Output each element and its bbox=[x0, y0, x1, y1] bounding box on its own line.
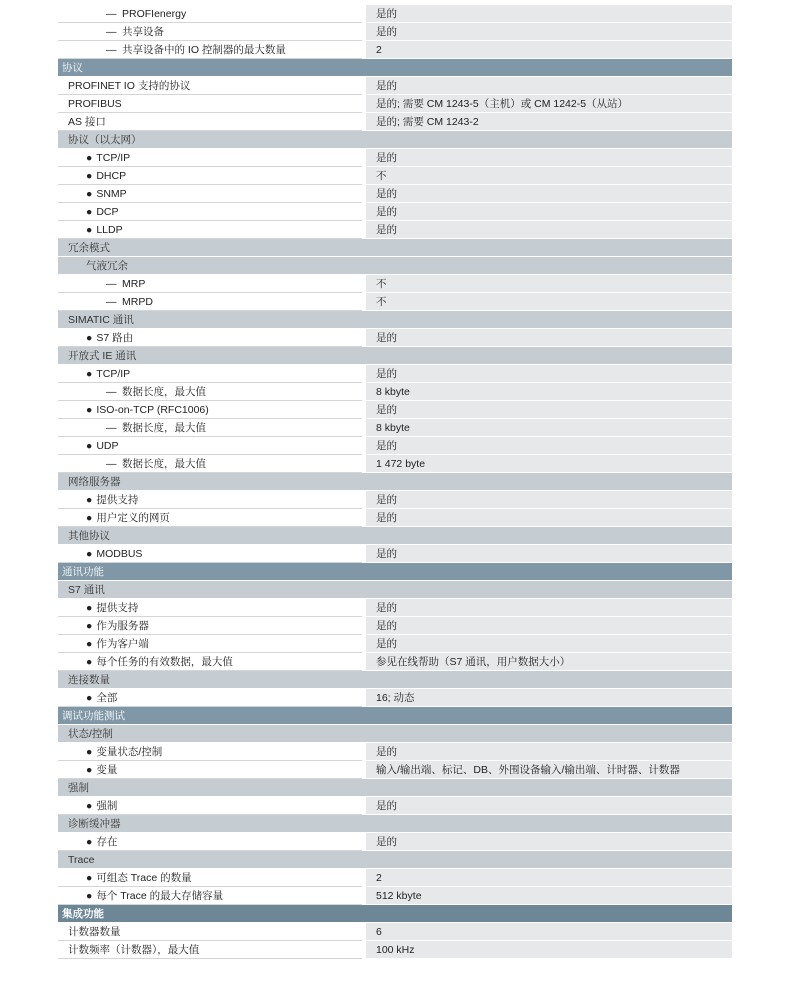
value-cell bbox=[366, 383, 732, 401]
property-value: 是的 bbox=[376, 800, 397, 812]
value-cell bbox=[366, 437, 732, 455]
property-cell bbox=[58, 941, 362, 959]
table-row bbox=[58, 509, 732, 527]
property-cell bbox=[58, 275, 362, 293]
property-value: 100 kHz bbox=[376, 943, 415, 956]
property-label: 提供支持 bbox=[96, 602, 139, 614]
property-label: TCP/IP bbox=[96, 367, 131, 380]
property-cell bbox=[58, 329, 362, 347]
value-cell bbox=[366, 509, 732, 527]
property-cell bbox=[58, 41, 362, 59]
value-cell bbox=[366, 545, 732, 563]
bullet-icon: ● bbox=[86, 799, 93, 812]
bullet-icon: ● bbox=[86, 493, 93, 506]
table-row bbox=[58, 869, 732, 887]
property-cell bbox=[58, 437, 362, 455]
table-row bbox=[58, 275, 732, 293]
bullet-icon: ● bbox=[86, 745, 93, 758]
table-row bbox=[58, 185, 732, 203]
property-label: AS 接口 bbox=[68, 116, 106, 128]
bullet-icon: ● bbox=[86, 763, 93, 776]
property-cell bbox=[58, 365, 362, 383]
table-row bbox=[58, 599, 732, 617]
property-label: PROFINET IO 支持的协议 bbox=[68, 80, 191, 92]
table-row bbox=[58, 329, 732, 347]
property-value: 是的 bbox=[376, 332, 397, 344]
property-cell bbox=[58, 689, 362, 707]
table-row bbox=[58, 365, 732, 383]
value-cell bbox=[366, 635, 732, 653]
property-value: 是的 bbox=[376, 638, 397, 650]
dash-icon: — bbox=[106, 7, 117, 20]
property-label: 可组态 Trace 的数量 bbox=[96, 872, 192, 884]
property-value: 是的 bbox=[376, 8, 397, 20]
property-label: 全部 bbox=[96, 692, 118, 704]
property-label: 数据长度，最大值 bbox=[122, 458, 206, 470]
section-header: 通讯功能 bbox=[58, 563, 732, 581]
property-value: 输入/输出端、标记、DB、外围设备输入/输出端、计时器、计数器 bbox=[376, 764, 680, 776]
property-cell bbox=[58, 545, 362, 563]
bullet-icon: ● bbox=[86, 547, 93, 560]
table-row bbox=[58, 797, 732, 815]
table-row bbox=[58, 887, 732, 905]
value-cell bbox=[366, 167, 732, 185]
value-cell bbox=[366, 5, 732, 23]
property-label: 每个 Trace 的最大存储容量 bbox=[96, 890, 224, 902]
value-cell bbox=[366, 797, 732, 815]
property-cell bbox=[58, 761, 362, 779]
property-value: 是的 bbox=[376, 152, 397, 164]
property-value: 16; 动态 bbox=[376, 692, 415, 704]
property-label: 数据长度，最大值 bbox=[122, 386, 206, 398]
value-cell bbox=[366, 761, 732, 779]
property-value: 是的 bbox=[376, 368, 397, 380]
property-label: 强制 bbox=[96, 800, 118, 812]
property-value: 是的 bbox=[376, 746, 397, 758]
property-value: 不 bbox=[376, 170, 387, 182]
property-label: 共享设备中的 IO 控制器的最大数量 bbox=[122, 44, 286, 56]
property-value: 参见在线帮助（S7 通讯，用户数据大小） bbox=[376, 656, 571, 668]
property-cell bbox=[58, 455, 362, 473]
table-row bbox=[58, 401, 732, 419]
dash-icon: — bbox=[106, 277, 117, 290]
table-row bbox=[58, 941, 732, 959]
property-label: PROFIBUS bbox=[68, 97, 122, 110]
property-cell bbox=[58, 743, 362, 761]
property-value: 是的 bbox=[376, 836, 397, 848]
property-value: 是的 bbox=[376, 602, 397, 614]
property-cell bbox=[58, 401, 362, 419]
property-cell bbox=[58, 167, 362, 185]
value-cell bbox=[366, 743, 732, 761]
property-cell bbox=[58, 113, 362, 131]
table-row bbox=[58, 383, 732, 401]
table-row bbox=[58, 653, 732, 671]
property-value: 是的 bbox=[376, 548, 397, 560]
property-value: 是的 bbox=[376, 494, 397, 506]
property-label: PROFIenergy bbox=[122, 7, 187, 20]
property-label: SNMP bbox=[96, 187, 127, 200]
property-label: 作为服务器 bbox=[96, 620, 149, 632]
table-row bbox=[58, 635, 732, 653]
subsection-header: 气液冗余 bbox=[58, 257, 732, 275]
property-cell bbox=[58, 635, 362, 653]
value-cell bbox=[366, 833, 732, 851]
table-row bbox=[58, 23, 732, 41]
table-row bbox=[58, 149, 732, 167]
bullet-icon: ● bbox=[86, 871, 93, 884]
property-label: MRPD bbox=[122, 295, 153, 308]
table-row bbox=[58, 617, 732, 635]
bullet-icon: ● bbox=[86, 691, 93, 704]
property-label: 变量状态/控制 bbox=[96, 746, 163, 758]
property-value: 2 bbox=[376, 871, 382, 884]
bullet-icon: ● bbox=[86, 223, 93, 236]
property-label: 每个任务的有效数据，最大值 bbox=[96, 656, 233, 668]
property-value: 6 bbox=[376, 925, 382, 938]
property-value: 是的 bbox=[376, 404, 397, 416]
dash-icon: — bbox=[106, 421, 117, 434]
subsection-header: 其他协议 bbox=[58, 527, 732, 545]
property-label: DCP bbox=[96, 205, 119, 218]
subsection-header: 强制 bbox=[58, 779, 732, 797]
section-header: 调试功能测试 bbox=[58, 707, 732, 725]
property-label: S7 路由 bbox=[96, 332, 134, 344]
value-cell bbox=[366, 113, 732, 131]
property-label: 数据长度，最大值 bbox=[122, 422, 206, 434]
property-value: 2 bbox=[376, 43, 382, 56]
bullet-icon: ● bbox=[86, 151, 93, 164]
property-label: LLDP bbox=[96, 223, 123, 236]
value-cell bbox=[366, 923, 732, 941]
bullet-icon: ● bbox=[86, 601, 93, 614]
property-value: 是的 bbox=[376, 512, 397, 524]
bullet-icon: ● bbox=[86, 205, 93, 218]
dash-icon: — bbox=[106, 295, 117, 308]
table-row bbox=[58, 41, 732, 59]
subsection-header: Trace bbox=[58, 851, 732, 869]
bullet-icon: ● bbox=[86, 439, 93, 452]
subsection-header: 网络服务器 bbox=[58, 473, 732, 491]
property-label: MRP bbox=[122, 277, 146, 290]
value-cell bbox=[366, 41, 732, 59]
value-cell bbox=[366, 185, 732, 203]
table-row bbox=[58, 77, 732, 95]
property-label: 作为客户端 bbox=[96, 638, 149, 650]
property-value: 是的 bbox=[376, 26, 397, 38]
table-row bbox=[58, 5, 732, 23]
section-header: 集成功能 bbox=[58, 905, 732, 923]
subsection-header: 诊断缓冲器 bbox=[58, 815, 732, 833]
property-label: ISO-on-TCP (RFC1006) bbox=[96, 403, 209, 416]
table-row bbox=[58, 743, 732, 761]
property-value: 是的; 需要 CM 1243-2 bbox=[376, 116, 479, 128]
value-cell bbox=[366, 869, 732, 887]
table-row bbox=[58, 689, 732, 707]
property-label: DHCP bbox=[96, 169, 127, 182]
subsection-header: 冗余模式 bbox=[58, 239, 732, 257]
property-value: 不 bbox=[376, 296, 387, 308]
table-row bbox=[58, 761, 732, 779]
property-cell bbox=[58, 869, 362, 887]
property-label: MODBUS bbox=[96, 547, 143, 560]
bullet-icon: ● bbox=[86, 889, 93, 902]
subsection-header: S7 通讯 bbox=[58, 581, 732, 599]
property-label: UDP bbox=[96, 439, 119, 452]
property-value: 是的 bbox=[376, 80, 397, 92]
property-cell bbox=[58, 617, 362, 635]
table-row bbox=[58, 113, 732, 131]
property-cell bbox=[58, 923, 362, 941]
subsection-header: SIMATIC 通讯 bbox=[58, 311, 732, 329]
property-cell bbox=[58, 491, 362, 509]
dash-icon: — bbox=[106, 385, 117, 398]
property-label: 提供支持 bbox=[96, 494, 139, 506]
spec-table bbox=[58, 5, 732, 959]
property-cell bbox=[58, 797, 362, 815]
property-value: 是的; 需要 CM 1243-5（主机）或 CM 1242-5（从站） bbox=[376, 98, 629, 110]
bullet-icon: ● bbox=[86, 169, 93, 182]
value-cell bbox=[366, 95, 732, 113]
table-row bbox=[58, 437, 732, 455]
subsection-header: 状态/控制 bbox=[58, 725, 732, 743]
property-cell bbox=[58, 599, 362, 617]
value-cell bbox=[366, 653, 732, 671]
property-cell bbox=[58, 77, 362, 95]
property-cell bbox=[58, 5, 362, 23]
value-cell bbox=[366, 887, 732, 905]
property-cell bbox=[58, 149, 362, 167]
property-cell bbox=[58, 185, 362, 203]
value-cell bbox=[366, 599, 732, 617]
bullet-icon: ● bbox=[86, 331, 93, 344]
table-row bbox=[58, 203, 732, 221]
bullet-icon: ● bbox=[86, 187, 93, 200]
property-cell bbox=[58, 293, 362, 311]
bullet-icon: ● bbox=[86, 403, 93, 416]
value-cell bbox=[366, 419, 732, 437]
value-cell bbox=[366, 365, 732, 383]
property-value: 不 bbox=[376, 278, 387, 290]
table-row bbox=[58, 419, 732, 437]
property-value: 8 kbyte bbox=[376, 421, 410, 434]
property-cell bbox=[58, 23, 362, 41]
property-value: 512 kbyte bbox=[376, 889, 422, 902]
subsection-header: 协议（以太网） bbox=[58, 131, 732, 149]
value-cell bbox=[366, 329, 732, 347]
property-cell bbox=[58, 833, 362, 851]
dash-icon: — bbox=[106, 25, 117, 38]
value-cell bbox=[366, 77, 732, 95]
property-cell bbox=[58, 383, 362, 401]
bullet-icon: ● bbox=[86, 637, 93, 650]
property-cell bbox=[58, 95, 362, 113]
property-value: 是的 bbox=[376, 206, 397, 218]
property-value: 是的 bbox=[376, 188, 397, 200]
value-cell bbox=[366, 275, 732, 293]
bullet-icon: ● bbox=[86, 619, 93, 632]
property-label: 存在 bbox=[96, 836, 118, 848]
property-label: TCP/IP bbox=[96, 151, 131, 164]
property-value: 是的 bbox=[376, 224, 397, 236]
table-row bbox=[58, 833, 732, 851]
value-cell bbox=[366, 491, 732, 509]
subsection-header: 连接数量 bbox=[58, 671, 732, 689]
dash-icon: — bbox=[106, 43, 117, 56]
table-row bbox=[58, 95, 732, 113]
bullet-icon: ● bbox=[86, 511, 93, 524]
table-row bbox=[58, 923, 732, 941]
value-cell bbox=[366, 941, 732, 959]
section-header: 协议 bbox=[58, 59, 732, 77]
table-row bbox=[58, 491, 732, 509]
property-label: 计数频率（计数器），最大值 bbox=[68, 944, 200, 956]
value-cell bbox=[366, 617, 732, 635]
property-cell bbox=[58, 509, 362, 527]
bullet-icon: ● bbox=[86, 367, 93, 380]
property-label: 变量 bbox=[96, 764, 118, 776]
property-cell bbox=[58, 221, 362, 239]
value-cell bbox=[366, 23, 732, 41]
property-label: 用户定义的网页 bbox=[96, 512, 170, 524]
property-cell bbox=[58, 887, 362, 905]
subsection-header: 开放式 IE 通讯 bbox=[58, 347, 732, 365]
value-cell bbox=[366, 455, 732, 473]
table-row bbox=[58, 221, 732, 239]
property-cell bbox=[58, 653, 362, 671]
table-row bbox=[58, 167, 732, 185]
property-value: 8 kbyte bbox=[376, 385, 410, 398]
value-cell bbox=[366, 221, 732, 239]
property-value: 1 472 byte bbox=[376, 457, 426, 470]
value-cell bbox=[366, 401, 732, 419]
dash-icon: — bbox=[106, 457, 117, 470]
property-label: 计数器数量 bbox=[68, 926, 121, 938]
property-cell bbox=[58, 203, 362, 221]
value-cell bbox=[366, 149, 732, 167]
table-row bbox=[58, 545, 732, 563]
value-cell bbox=[366, 293, 732, 311]
property-value: 是的 bbox=[376, 620, 397, 632]
property-cell bbox=[58, 419, 362, 437]
property-value: 是的 bbox=[376, 440, 397, 452]
bullet-icon: ● bbox=[86, 655, 93, 668]
table-row bbox=[58, 455, 732, 473]
bullet-icon: ● bbox=[86, 835, 93, 848]
value-cell bbox=[366, 203, 732, 221]
property-label: 共享设备 bbox=[122, 26, 164, 38]
value-cell bbox=[366, 689, 732, 707]
table-row bbox=[58, 293, 732, 311]
